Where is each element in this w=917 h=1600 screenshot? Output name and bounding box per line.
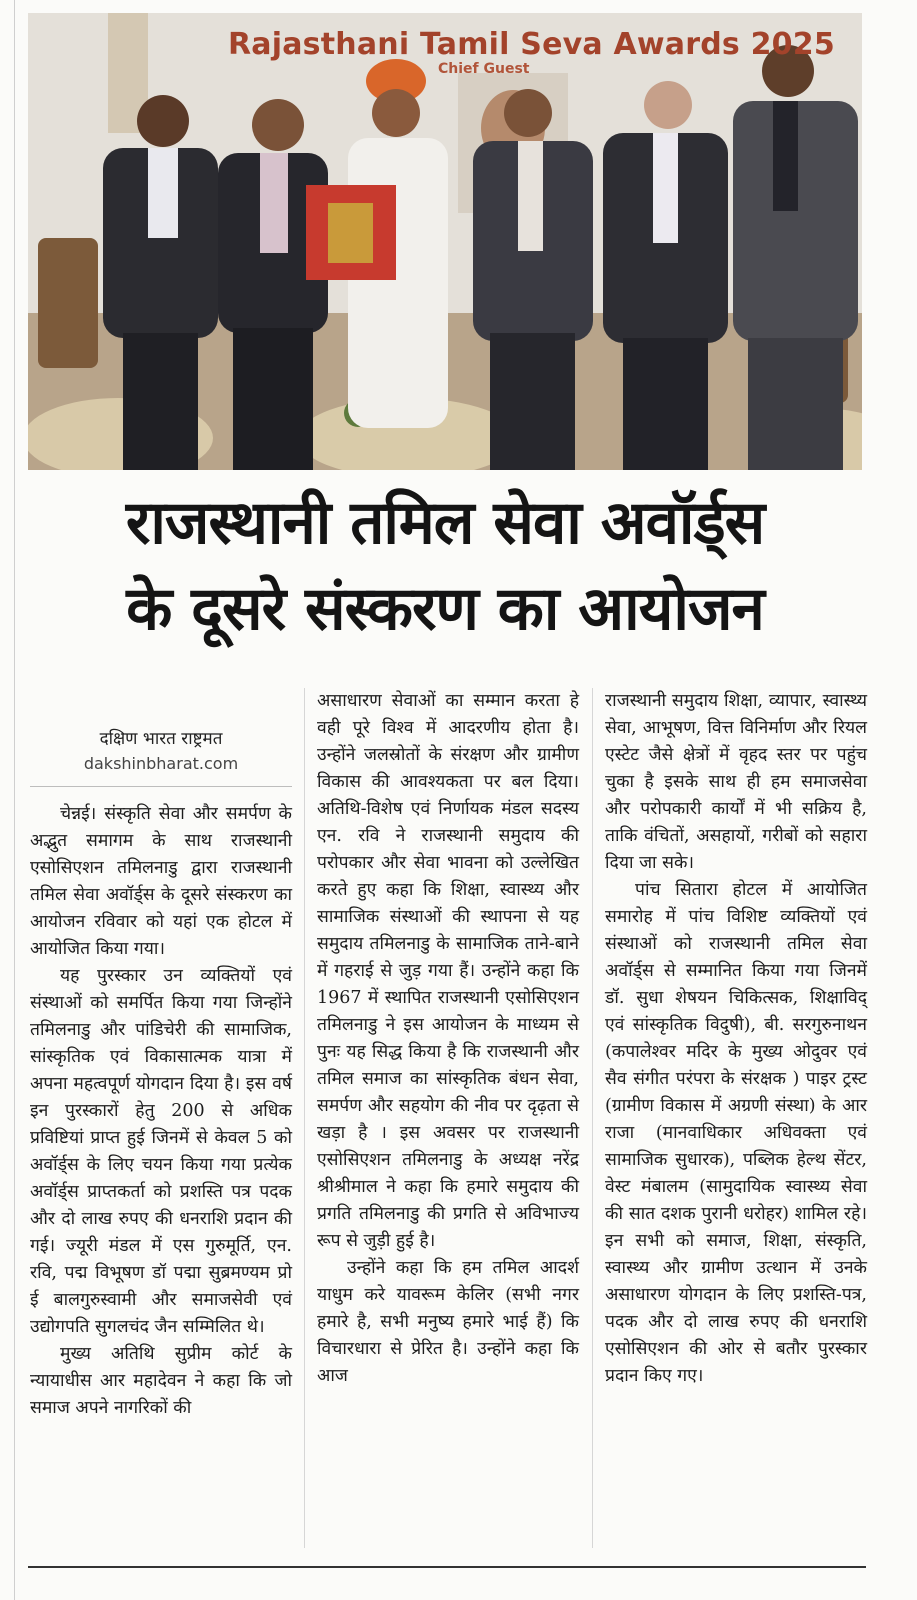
paragraph: उन्होंने कहा कि हम तमिल आदर्श याधुम करे यावरूम केलिर (सभी नगर हमारे है, सभी मनुष्य हमारे भाई हैं) कि विचारधारा से प्रेरित है। उन्होंने कहा कि आज <box>317 1258 579 1386</box>
article-column-1 <box>30 688 292 1422</box>
column-divider <box>592 688 593 1548</box>
headline <box>28 480 862 652</box>
byline-website: dakshinbharat.com <box>83 754 239 773</box>
headline-line-2: के दूसरे संस्करण का आयोजन <box>126 574 764 644</box>
photo-illustration <box>28 13 862 470</box>
photo-banner-subtitle: Chief Guest <box>438 61 530 77</box>
photo-banner-title: Rajasthani Tamil Seva Awards 2025 <box>228 27 835 62</box>
byline-source: दक्षिण भारत राष्ट्रमत <box>99 729 223 749</box>
byline <box>30 688 292 787</box>
column-divider <box>304 688 305 1548</box>
article-column-2 <box>317 688 579 1390</box>
news-photo <box>28 13 862 470</box>
paragraph: मुख्य अतिथि सुप्रीम कोर्ट के न्यायाधीस आर महादेवन ने कहा कि जो समाज अपने नागरिकों की <box>30 1344 292 1418</box>
paragraph: चेन्नई। संस्कृति सेवा और समर्पण के अद्भुत समागम के साथ राजस्थानी एसोसिएशन तमिलनाडु द्वारा राजस्थानी तमिल सेवा अवॉर्ड्स के दूसरे संस्करण का आयोजन रविवार को यहां एक होटल में आयोजित किया गया। <box>30 804 292 959</box>
paragraph: पांच सितारा होटल में आयोजित समारोह में पांच विशिष्ट व्यक्तियों एवं संस्थाओं को राजस्थानी तमिल सेवा अवॉर्ड्स से सम्मानित किया गया जिनमें डॉ. सुधा शेषयन चिकित्सक, शिक्षाविद् एवं सांस्कृतिक विदुषी), बी. सरगुरुनाथन (कपालेश्वर मदिर के मुख्य ओदुवर एवं सैव संगीत परंपरा के संरक्षक ) पाइर ट्रस्ट (ग्रामीण विकास में अग्रणी संस्था) के आर राजा (मानवाधिकार अधिवक्ता एवं सामाजिक सुधारक), पब्लिक हेल्थ सेंटर, वेस्ट मंबालम (सामुदायिक स्वास्थ्य सेवा की सात दशक पुरानी धरोहर) शामिल रहे। इन सभी को समाज, शिक्षा, संस्कृति, स्वास्थ्य और ग्रामीण उत्थान में उनके असाधारण योगदान के लिए प्रशस्ति-पत्र, पदक और दो लाख रुपए की धनराशि एसोसिएशन की ओर से बतौर पुरस्कार प्रदान किए गए। <box>605 880 867 1386</box>
page-edge-rule <box>14 0 15 1600</box>
paragraph: यह पुरस्कार उन व्यक्तियों एवं संस्थाओं को समर्पित किया गया जिन्होंने तमिलनाडु और पांडिचेरी की सामाजिक, सांस्कृतिक एवं विकासात्मक यात्रा में अपना महत्वपूर्ण योगदान दिया है। इस वर्ष इन पुरस्कारों हेतु 200 से अधिक प्रविष्टियां प्राप्त हुई जिनमें से केवल 5 को अवॉर्ड्स के लिए चयन किया गया प्रत्येक अवॉर्ड्स प्राप्तकर्ता को प्रशस्ति पत्र पदक और दो लाख रुपए की धनराशि प्रदान की गई। ज्यूरी मंडल में एस गुरुमूर्ति, एन. रवि, पद्म विभूषण डॉ पद्मा सुब्रमण्यम प्रो ई बालगुरुस्वामी और समाजसेवी एवं उद्योगपति सुगलचंद जैन सम्मिलित थे। <box>30 966 292 1337</box>
article-column-3 <box>605 688 867 1390</box>
bottom-rule <box>28 1566 866 1568</box>
paragraph: असाधारण सेवाओं का सम्मान करता हे वही पूरे विश्व में आदरणीय होता है। उन्होंने जलस्रोतों के संरक्षण और ग्रामीण विकास की आवश्यकता पर बल दिया। अतिथि-विशेष एवं निर्णायक मंडल सदस्य एन. रवि ने राजस्थानी समुदाय की परोपकार और सेवा भावना को उल्लेखित करते हुए कहा कि शिक्षा, स्वास्थ्य और सामाजिक संस्थाओं की स्थापना से यह समुदाय तमिलनाडु के सामाजिक ताने-बाने में गहराई से जुड़ गया हैं। उन्होंने कहा कि 1967 में स्थापित राजस्थानी एसोसिएशन तमिलनाडु ने इस आयोजन के माध्यम से पुनः यह सिद्ध किया है कि राजस्थानी और तमिल समाज का सांस्कृतिक बंधन सेवा, समर्पण और सहयोग की नीव पर दृढ़ता से खड़ा है । इस अवसर पर राजस्थानी एसोसिएशन तमिलनाडु के अध्यक्ष नरेंद्र श्रीश्रीमाल ने कहा कि हमारे समुदाय की प्रगति तमिलनाडु की प्रगति से अविभाज्य रूप से जुड़ी हुई है। <box>317 691 579 1251</box>
headline-line-1: राजस्थानी तमिल सेवा अवॉर्ड्स <box>125 488 765 558</box>
paragraph: राजस्थानी समुदाय शिक्षा, व्यापार, स्वास्थ्य सेवा, आभूषण, वित्त विनिर्माण और रियल एस्टेट जैसे क्षेत्रों में वृहद स्तर पर पहुंच चुका है इसके साथ ही हम समाजसेवा और परोपकारी कार्यों में भी सक्रिय है, ताकि वंचितों, असहायों, गरीबों को सहारा दिया जा सके। <box>605 691 867 873</box>
